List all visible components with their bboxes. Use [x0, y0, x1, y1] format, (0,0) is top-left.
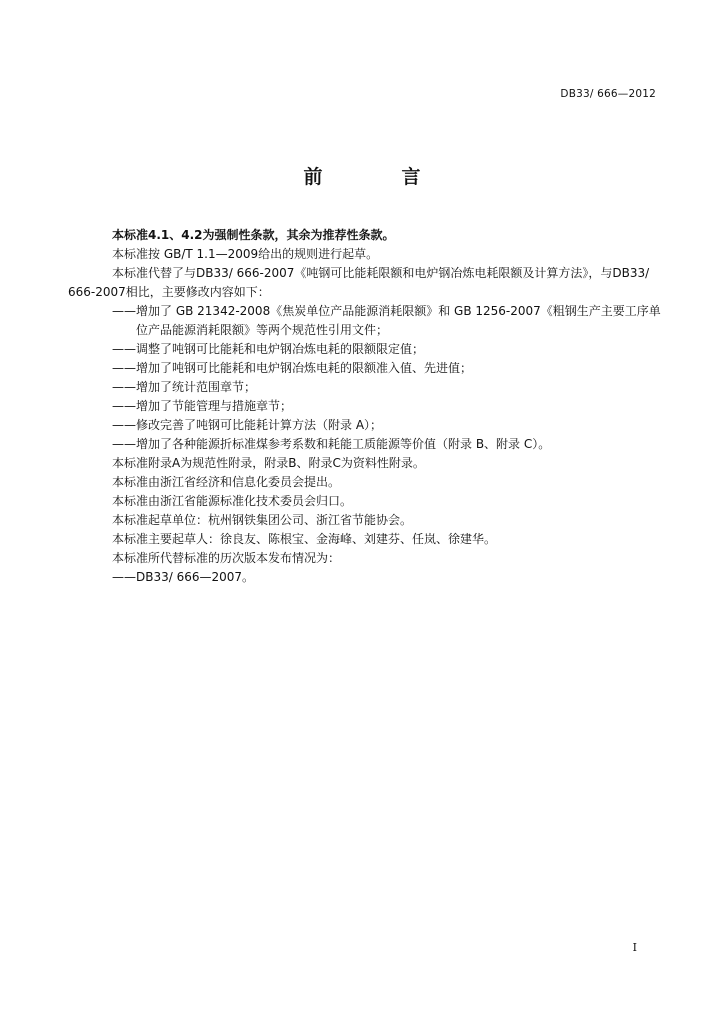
list-item-2: ——调整了吨钢可比能耗和电炉钢冶炼电耗的限额限定值； [112, 342, 425, 356]
paragraph-appendix: 本标准附录A为规范性附录，附录B、附录C为资料性附录。 [112, 456, 425, 470]
document-code: DB33/ 666—2012 [560, 88, 656, 100]
list-item-7: ——增加了各种能源折标准煤参考系数和耗能工质能源等价值（附录 B、附录 C）。 [112, 437, 551, 451]
foreword-body [68, 226, 663, 587]
paragraph-drafting-rules: 本标准按 GB/T 1.1—2009给出的规则进行起草。 [112, 247, 379, 261]
paragraph-previous-editions: 本标准所代替标准的历次版本发布情况为： [112, 551, 341, 565]
paragraph-mandatory-clauses: 本标准4.1、4.2为强制性条款，其余为推荐性条款。 [112, 228, 395, 242]
list-item-4: ——增加了统计范围章节； [112, 380, 257, 394]
list-item-1-line1: ——增加了 GB 21342-2008《焦炭单位产品能源消耗限额》和 GB 1256-2007《粗钢生产主要工序单 [112, 304, 661, 318]
list-item-3: ——增加了吨钢可比能耗和电炉钢冶炼电耗的限额准入值、先进值； [112, 361, 473, 375]
list-item-5: ——增加了节能管理与措施章节； [112, 399, 293, 413]
paragraph-proposed-by: 本标准由浙江省经济和信息化委员会提出。 [112, 475, 341, 489]
list-item-1-line2: 位产品能源消耗限额》等两个规范性引用文件； [136, 323, 389, 337]
paragraph-replaces-line2: 666-2007相比，主要修改内容如下： [68, 285, 270, 299]
list-item-6: ——修改完善了吨钢可比能耗计算方法（附录 A）； [112, 418, 383, 432]
page-number: I [632, 941, 637, 954]
paragraph-drafters: 本标准主要起草人：徐良友、陈根宝、金海峰、刘建芬、任岚、徐建华。 [112, 532, 497, 546]
list-item-previous-edition: ——DB33/ 666—2007。 [112, 570, 255, 584]
paragraph-replaces-line1: 本标准代替了与DB33/ 666-2007《吨钢可比能耗限额和电炉钢冶炼电耗限额及计算方法》，与DB33/ [112, 266, 650, 280]
paragraph-drafting-units: 本标准起草单位：杭州钢铁集团公司、浙江省节能协会。 [112, 513, 413, 527]
paragraph-centralized-by: 本标准由浙江省能源标准化技术委员会归口。 [112, 494, 353, 508]
page-title: 前 言 [303, 166, 451, 188]
